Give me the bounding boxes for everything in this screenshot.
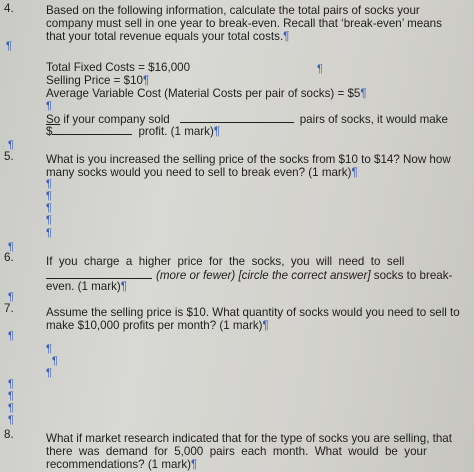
pilcrow-mark: ¶ xyxy=(6,40,12,52)
pilcrow-mark: ¶ xyxy=(46,202,52,214)
q4-selling-price: Selling Price = $10¶ xyxy=(46,74,150,87)
q7-line-2: make $10,000 profits per month? (1 mark)¶ xyxy=(46,319,269,332)
q4-profit-line: $ profit. (1 mark)¶ xyxy=(46,125,221,138)
pilcrow-mark: ¶ xyxy=(8,330,14,342)
pilcrow-mark: ¶ xyxy=(46,227,52,239)
pilcrow-mark: ¶ xyxy=(8,291,14,303)
pilcrow-mark: ¶ xyxy=(317,63,323,75)
q4-pairs-blank[interactable] xyxy=(180,112,294,123)
pilcrow-mark: ¶ xyxy=(8,414,14,426)
q8-number: 8. xyxy=(4,428,14,441)
pilcrow-mark: ¶ xyxy=(46,178,52,190)
pilcrow-mark: ¶ xyxy=(8,241,14,253)
q4-line-3: that your total revenue equals your total costs.¶ xyxy=(46,30,290,43)
q6-answer-blank[interactable] xyxy=(46,268,152,279)
q4-average-variable-cost: Average Variable Cost (Material Costs per pair of socks) = $5¶ xyxy=(46,87,367,100)
q4-line-2: company must sell in one year to break-even. Recall that ‘break-even’ means xyxy=(46,17,442,30)
pilcrow-mark: ¶ xyxy=(8,402,14,414)
q8-line-1: What if market research indicated that for the type of socks you are selling, that xyxy=(46,432,452,445)
q4-number: 4. xyxy=(4,2,14,15)
q5-line-1: What is you increased the selling price of the socks from $10 to $14? Now how xyxy=(46,153,451,166)
q6-line-1: If you charge a higher price for the socks, you will need to sell xyxy=(46,255,405,268)
q6-line-3: even. (1 mark)¶ xyxy=(46,280,127,293)
pilcrow-mark: ¶ xyxy=(52,355,58,367)
q4-profit-blank[interactable] xyxy=(52,124,132,135)
q6-line-2: (more or fewer) [circle the correct answer] socks to break- xyxy=(46,268,452,282)
pilcrow-mark: ¶ xyxy=(46,214,52,226)
q4-fixed-costs: Total Fixed Costs = $16,000 xyxy=(46,61,191,74)
q6-number: 6. xyxy=(4,251,14,264)
pilcrow-mark: ¶ xyxy=(8,378,14,390)
q4-line-1: Based on the following information, calculate the total pairs of socks your xyxy=(46,4,420,17)
q8-line-3: recommendations? (1 mark)¶ xyxy=(46,458,198,471)
q5-line-2: many socks would you need to sell to break even? (1 mark)¶ xyxy=(46,166,358,179)
pilcrow-mark: ¶ xyxy=(8,390,14,402)
pilcrow-mark: ¶ xyxy=(46,190,52,202)
pilcrow-mark: ¶ xyxy=(46,343,52,355)
q7-line-1: Assume the selling price is $10. What quantity of socks would you need to sell to xyxy=(46,306,460,319)
pilcrow-mark: ¶ xyxy=(46,100,52,112)
q7-number: 7. xyxy=(4,302,14,315)
pilcrow-mark: ¶ xyxy=(8,139,14,151)
q8-line-2: there was demand for 5,000 pairs each month. What would be your xyxy=(46,445,427,458)
pilcrow-mark: ¶ xyxy=(46,367,52,379)
q4-so-sentence: So if your company sold pairs of socks, it would make xyxy=(46,113,448,126)
q5-number: 5. xyxy=(4,150,14,163)
